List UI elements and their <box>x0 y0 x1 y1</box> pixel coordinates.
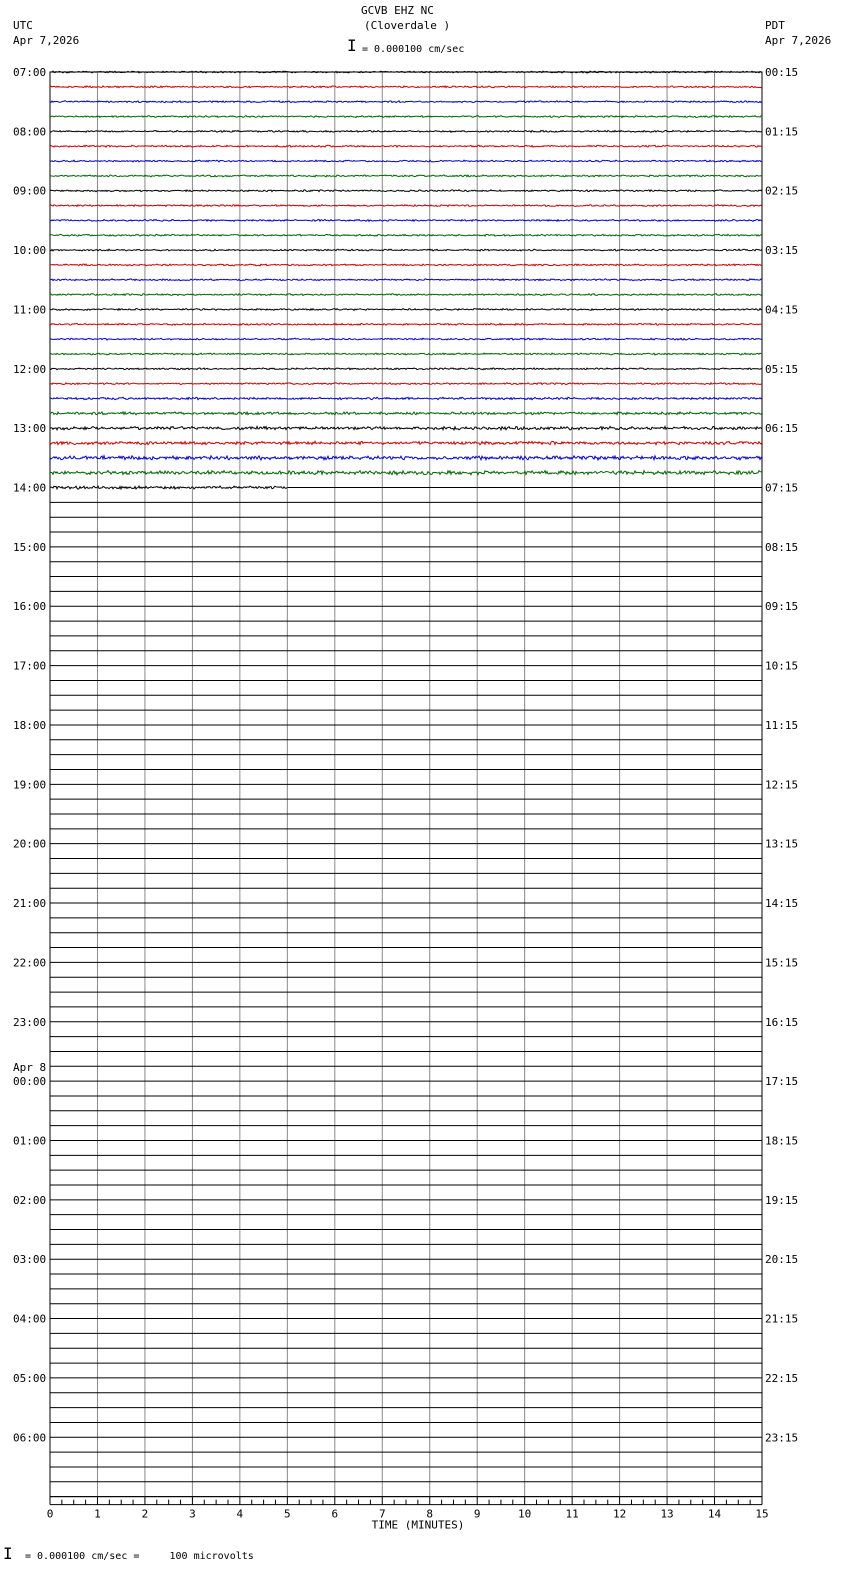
x-tick-label: 7 <box>378 1507 386 1521</box>
trace-row <box>50 175 762 177</box>
x-tick-label: 11 <box>565 1507 579 1521</box>
station-location: (Cloverdale ) <box>364 19 451 32</box>
pdt-hour-label: 00:15 <box>765 66 799 79</box>
pdt-hour-label: 23:15 <box>765 1431 799 1445</box>
pdt-hour-label: 13:15 <box>765 837 799 851</box>
utc-hour-label: 16:00 <box>13 600 47 614</box>
trace-row <box>50 486 287 489</box>
trace-row <box>50 249 762 251</box>
scale-marker-icon: I <box>347 36 357 55</box>
trace-row <box>50 160 762 162</box>
pdt-hour-label: 01:15 <box>765 125 799 139</box>
pdt-hour-label: 20:15 <box>765 1253 799 1267</box>
trace-row <box>50 353 762 355</box>
utc-hour-label: 03:00 <box>13 1253 47 1267</box>
pdt-hour-label: 19:15 <box>765 1193 799 1207</box>
pdt-hour-label: 14:15 <box>765 897 799 911</box>
trace-row <box>50 294 762 296</box>
utc-hour-label: 23:00 <box>13 1015 47 1029</box>
pdt-hour-label: 11:15 <box>765 718 799 732</box>
x-tick-label: 2 <box>141 1507 149 1521</box>
trace-row <box>50 264 762 266</box>
utc-hour-label: 10:00 <box>13 244 47 258</box>
x-tick-label: 5 <box>284 1507 291 1521</box>
pdt-hour-label: 05:15 <box>765 362 799 376</box>
trace-row <box>50 368 762 370</box>
utc-hour-label: 20:00 <box>13 837 47 851</box>
trace-row <box>50 116 762 118</box>
trace-row <box>50 219 762 221</box>
pdt-hour-label: 06:15 <box>765 422 799 436</box>
x-tick-label: 3 <box>189 1507 196 1521</box>
trace-row <box>50 279 762 281</box>
left-date: Apr 7,2026 <box>13 34 80 47</box>
trace-row <box>50 205 762 207</box>
footer-scale-icon: I <box>3 1544 13 1563</box>
trace-row <box>50 130 762 132</box>
utc-hour-label: 09:00 <box>13 184 47 198</box>
utc-hour-label: 08:00 <box>13 125 47 139</box>
pdt-hour-label: 09:15 <box>765 600 799 614</box>
x-axis-label: TIME (MINUTES) <box>371 1518 465 1532</box>
pdt-hour-label: 18:15 <box>765 1134 799 1148</box>
station-title: GCVB EHZ NC <box>361 4 434 17</box>
pdt-hour-label: 10:15 <box>765 659 799 673</box>
x-tick-label: 10 <box>518 1507 532 1521</box>
utc-hour-label: 02:00 <box>13 1193 47 1207</box>
utc-hour-label: 05:00 <box>13 1371 47 1385</box>
pdt-hour-label: 21:15 <box>765 1312 799 1326</box>
pdt-hour-label: 03:15 <box>765 244 799 258</box>
utc-hour-label: 01:00 <box>13 1134 47 1148</box>
x-tick-label: 9 <box>473 1507 481 1521</box>
trace-row <box>50 71 762 73</box>
x-tick-label: 13 <box>660 1507 674 1521</box>
trace-row <box>50 190 762 192</box>
utc-hour-label: 06:00 <box>13 1431 47 1445</box>
utc-hour-label: 15:00 <box>13 540 47 554</box>
trace-row <box>50 397 762 399</box>
trace-row <box>50 383 762 385</box>
trace-row <box>50 456 762 460</box>
utc-hour-label: 19:00 <box>13 778 47 792</box>
utc-hour-label: 13:00 <box>13 422 47 436</box>
left-timezone: UTC <box>13 19 33 32</box>
trace-row <box>50 101 762 103</box>
x-tick-label: 0 <box>46 1507 54 1521</box>
pdt-hour-label: 15:15 <box>765 956 799 970</box>
x-tick-label: 6 <box>331 1507 339 1521</box>
utc-hour-label: 00:00 <box>13 1075 47 1089</box>
x-tick-label: 14 <box>707 1507 722 1521</box>
pdt-hour-label: 02:15 <box>765 184 799 198</box>
scale-text: = 0.000100 cm/sec <box>362 44 465 55</box>
utc-hour-label: 12:00 <box>13 362 47 376</box>
trace-row <box>50 309 762 311</box>
pdt-hour-label: 16:15 <box>765 1015 799 1029</box>
pdt-hour-label: 17:15 <box>765 1075 799 1089</box>
trace-row <box>50 441 762 444</box>
footer-scale-text: = 0.000100 cm/sec = 100 microvolts <box>25 1551 254 1562</box>
right-timezone: PDT <box>765 19 785 32</box>
trace-row <box>50 412 762 415</box>
x-tick-label: 12 <box>612 1507 627 1521</box>
trace-row <box>50 323 762 325</box>
x-tick-label: 8 <box>426 1507 434 1521</box>
utc-hour-label: 22:00 <box>13 956 47 970</box>
utc-hour-label: 11:00 <box>13 303 47 317</box>
utc-hour-label: 21:00 <box>13 897 47 911</box>
utc-hour-label: 04:00 <box>13 1312 47 1326</box>
pdt-hour-label: 22:15 <box>765 1371 799 1385</box>
pdt-hour-label: 12:15 <box>765 778 799 792</box>
utc-hour-label: 17:00 <box>13 659 47 673</box>
x-tick-label: 1 <box>94 1507 101 1521</box>
pdt-hour-label: 04:15 <box>765 303 799 317</box>
trace-row <box>50 86 762 88</box>
trace-row <box>50 234 762 236</box>
pdt-hour-label: 07:15 <box>765 481 799 495</box>
utc-hour-label: 07:00 <box>13 66 47 79</box>
x-tick-label: 15 <box>755 1507 769 1521</box>
utc-hour-label: 18:00 <box>13 718 47 732</box>
trace-row <box>50 145 762 147</box>
utc-hour-label: 14:00 <box>13 481 47 495</box>
x-tick-label: 4 <box>236 1507 244 1521</box>
trace-row <box>50 426 762 429</box>
pdt-hour-label: 08:15 <box>765 540 799 554</box>
trace-row <box>50 338 762 340</box>
right-date: Apr 7,2026 <box>765 34 832 47</box>
date-change-label: Apr 8 <box>13 1061 47 1075</box>
trace-row <box>50 471 762 475</box>
